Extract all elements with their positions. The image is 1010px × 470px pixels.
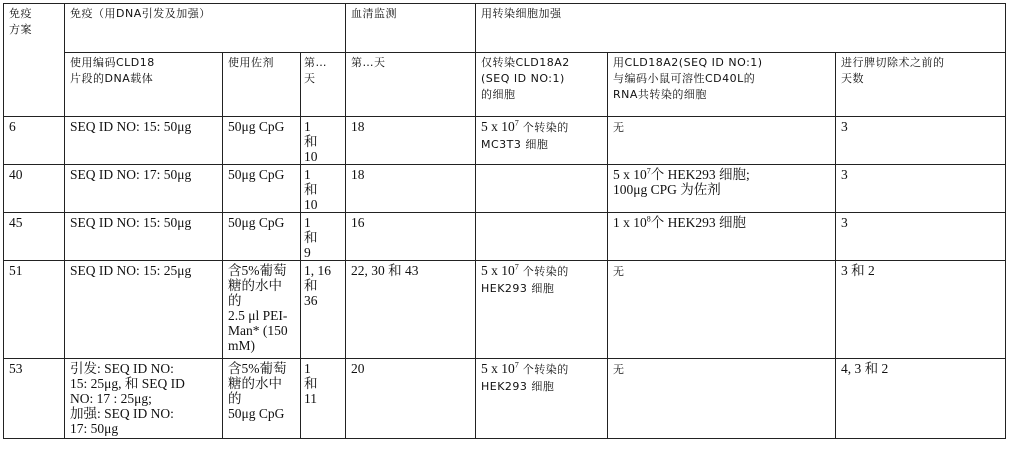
only-cells-description: 个转染的 HEK293 细胞 <box>481 363 569 393</box>
header-boost: 用转染细胞加强 <box>476 4 1006 53</box>
cotransfected-cell <box>608 261 836 359</box>
cotransfected-count: 无 <box>613 121 625 134</box>
header-dna-vector: 使用编码CLD18 片段的DNA载体 <box>65 53 223 117</box>
cotransfected-count: 5 x 10 <box>613 167 647 182</box>
day-cell: 1 和 10 <box>301 165 346 213</box>
scheme-cell: 40 <box>4 165 65 213</box>
only-transfected-cell <box>476 261 608 359</box>
table-row <box>4 117 1006 165</box>
header-cotransfected: 用CLD18A2(SEQ ID NO:1) 与编码小鼠可溶性CD40L的 RNA共转染的细胞 <box>608 53 836 117</box>
adjuvant-cell: 含5%葡萄 糖的水中的 2.5 μl PEI- Man* (150 mM) <box>223 261 301 359</box>
days-before-cell: 4, 3 和 2 <box>836 359 1006 439</box>
only-cells-exponent: 7 <box>514 118 519 128</box>
day-cell: 1 和 10 <box>301 117 346 165</box>
days-before-cell: 3 和 2 <box>836 261 1006 359</box>
only-transfected-cell <box>476 165 608 213</box>
only-transfected-cell <box>476 117 608 165</box>
cotransfected-description: 个 HEK293 细胞 <box>650 215 746 230</box>
dna-cell: SEQ ID NO: 15: 50μg <box>65 213 223 261</box>
only-cells-count: 5 x 10 <box>481 119 515 134</box>
adjuvant-cell: 50μg CpG <box>223 213 301 261</box>
table-row <box>4 359 1006 439</box>
scheme-cell: 6 <box>4 117 65 165</box>
day-cell: 1 和 9 <box>301 213 346 261</box>
adjuvant-cell: 50μg CpG <box>223 165 301 213</box>
header-immunization: 免疫（用DNA引发及加强） <box>65 4 346 53</box>
scheme-cell: 45 <box>4 213 65 261</box>
dna-cell: SEQ ID NO: 15: 25μg <box>65 261 223 359</box>
only-cells-count: 5 x 10 <box>481 263 515 278</box>
days-before-cell: 3 <box>836 165 1006 213</box>
scheme-cell: 53 <box>4 359 65 439</box>
dna-cell: SEQ ID NO: 15: 50μg <box>65 117 223 165</box>
cotransfected-cell <box>608 117 836 165</box>
adjuvant-cell: 含5%葡萄 糖的水中的 50μg CpG <box>223 359 301 439</box>
only-cells-count: 5 x 10 <box>481 361 515 376</box>
day-cell: 1, 16 和 36 <box>301 261 346 359</box>
header-scheme: 免疫 方案 <box>4 4 65 117</box>
serum-cell: 16 <box>346 213 476 261</box>
cotransfected-count: 无 <box>613 363 625 376</box>
cotransfected-cell <box>608 359 836 439</box>
header-row-1 <box>4 4 1006 53</box>
cotransfected-count: 无 <box>613 265 625 278</box>
header-serum: 血清监测 <box>346 4 476 53</box>
only-transfected-cell <box>476 213 608 261</box>
adjuvant-cell: 50μg CpG <box>223 117 301 165</box>
only-cells-description: 个转染的 HEK293 细胞 <box>481 265 569 295</box>
days-before-cell: 3 <box>836 213 1006 261</box>
dna-cell: SEQ ID NO: 17: 50μg <box>65 165 223 213</box>
scheme-cell: 51 <box>4 261 65 359</box>
cotransfected-exponent: 7 <box>646 166 651 176</box>
immunization-table <box>3 3 1006 439</box>
only-cells-exponent: 7 <box>514 360 519 370</box>
table-row <box>4 261 1006 359</box>
cotransfected-cell <box>608 165 836 213</box>
only-transfected-cell <box>476 359 608 439</box>
cotransfected-cell <box>608 213 836 261</box>
day-cell: 1 和 11 <box>301 359 346 439</box>
table-row <box>4 165 1006 213</box>
header-serum-day: 第…天 <box>346 53 476 117</box>
header-only-transfected: 仅转染CLD18A2 (SEQ ID NO:1) 的细胞 <box>476 53 608 117</box>
header-days-before-splenectomy: 进行脾切除术之前的 天数 <box>836 53 1006 117</box>
only-cells-description: 个转染的 MC3T3 细胞 <box>481 121 569 151</box>
only-cells-exponent: 7 <box>514 262 519 272</box>
cotransfected-description: 个 HEK293 细胞; 100μg CPG 为佐剂 <box>613 167 750 197</box>
cotransfected-exponent: 8 <box>646 214 651 224</box>
table-row <box>4 213 1006 261</box>
header-row-2 <box>4 53 1006 117</box>
serum-cell: 18 <box>346 117 476 165</box>
days-before-cell: 3 <box>836 117 1006 165</box>
serum-cell: 18 <box>346 165 476 213</box>
header-day: 第… 天 <box>301 53 346 117</box>
header-adjuvant: 使用佐剂 <box>223 53 301 117</box>
serum-cell: 22, 30 和 43 <box>346 261 476 359</box>
dna-cell: 引发: SEQ ID NO: 15: 25μg, 和 SEQ ID NO: 17 : 25μg; 加强: SEQ ID NO: 17: 50μg <box>65 359 223 439</box>
serum-cell: 20 <box>346 359 476 439</box>
cotransfected-count: 1 x 10 <box>613 215 647 230</box>
